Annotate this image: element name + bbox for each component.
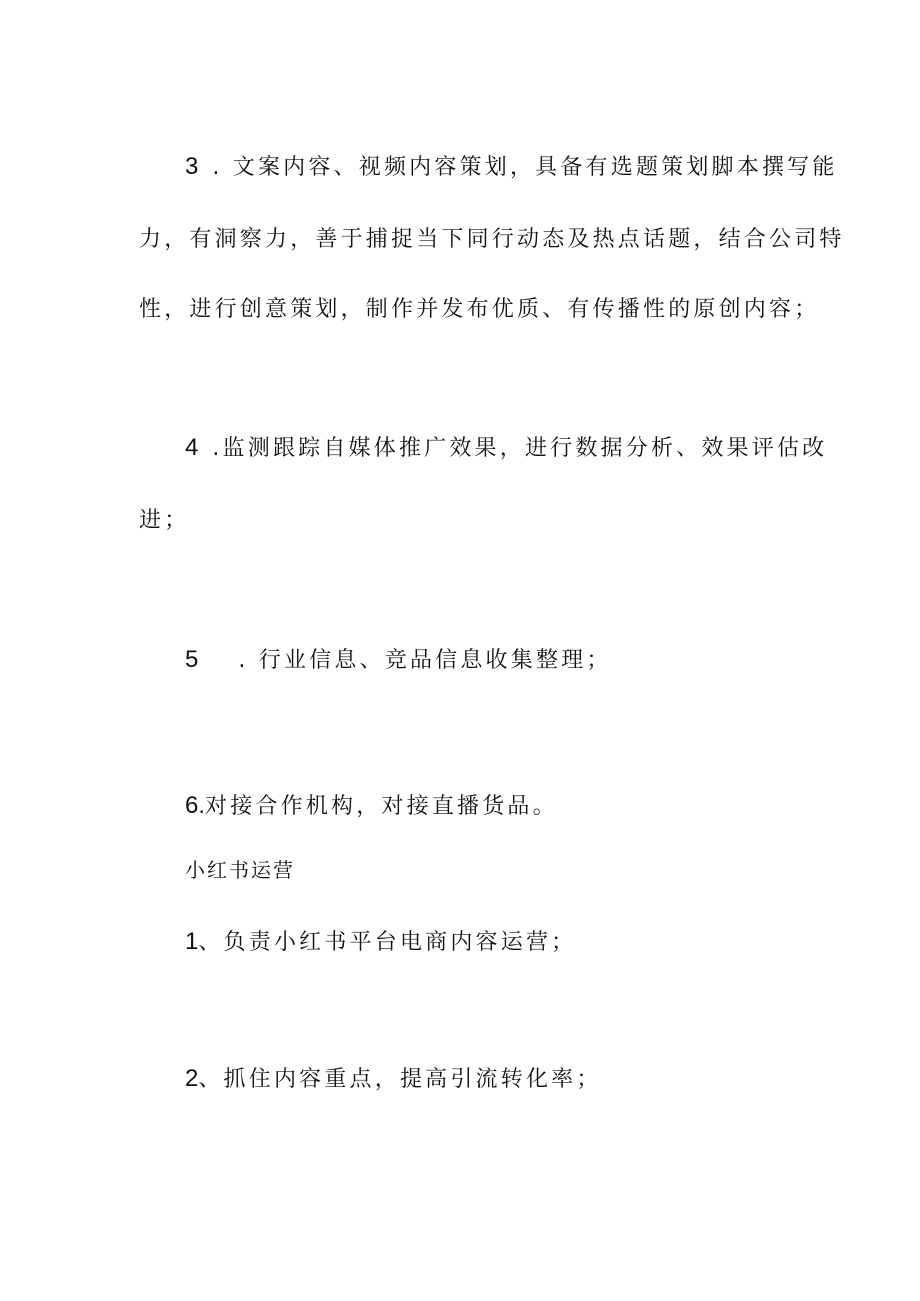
item-3-line-1 — [185, 152, 838, 183]
item-3-line-2 — [139, 225, 845, 255]
xhs-item-2-text: 、抓住内容重点，提高引流转化率； — [198, 1067, 602, 1092]
item-5-number: 5 — [185, 646, 199, 673]
item-6-text: 对接合作机构，对接直播货品。 — [205, 794, 558, 819]
item-5-text: . 行业信息、竞品信息收集整理； — [238, 648, 612, 673]
item-6-number: 6. — [185, 792, 206, 819]
item-4-line-2 — [139, 506, 189, 536]
item-4-text-1: .监测跟踪自媒体推广效果，进行数据分析、效果评估改 — [212, 436, 828, 461]
item-6-line — [185, 791, 558, 822]
item-4-line-1 — [185, 433, 827, 464]
item-3-text-1: . 文案内容、视频内容策划，具备有选题策划脚本撰写能 — [212, 155, 838, 180]
item-3-text-2: 力，有洞察力，善于捕捉当下同行动态及热点话题，结合公司特 — [139, 227, 845, 252]
item-5-line — [185, 645, 612, 676]
xhs-item-1-text: 、负责小红书平台电商内容运营； — [198, 930, 577, 955]
section-title-text: 小红书运营 — [185, 858, 295, 882]
item-3-number: 3 — [185, 153, 199, 180]
xhs-item-1-line — [185, 927, 576, 958]
item-3-line-3 — [139, 295, 819, 325]
xhs-item-1-number: 1 — [185, 928, 199, 955]
item-3-text-3: 性，进行创意策划，制作并发布优质、有传播性的原创内容； — [139, 297, 820, 322]
item-4-number: 4 — [185, 434, 199, 461]
xhs-item-2-line — [185, 1064, 602, 1095]
item-4-text-2: 进； — [139, 508, 190, 533]
xhs-item-2-number: 2 — [185, 1065, 199, 1092]
section-title — [185, 855, 295, 885]
